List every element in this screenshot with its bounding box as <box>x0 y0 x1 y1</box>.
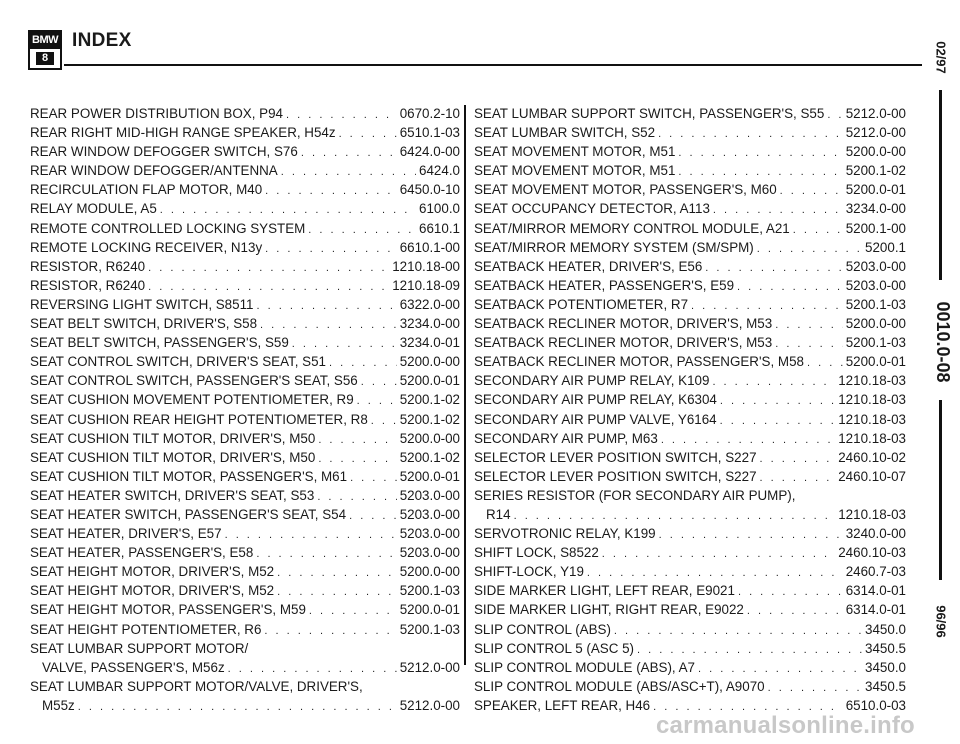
index-entry-page: 3450.5 <box>865 678 906 694</box>
index-entry-label: SEATBACK RECLINER MOTOR, DRIVER'S, M53 <box>474 316 773 332</box>
index-entry-page: 3450.0 <box>865 659 906 675</box>
index-entry-page: 1210.18-09 <box>392 277 460 293</box>
index-entry <box>30 562 460 581</box>
index-entry <box>30 371 460 390</box>
index-entry-page: 3450.0 <box>865 621 906 637</box>
index-entry-label: SEAT MOVEMENT MOTOR, M51 <box>474 144 676 160</box>
index-entry <box>30 696 460 715</box>
index-entry-page: 5203.0-00 <box>399 545 460 561</box>
index-entry-page: 5212.0-00 <box>845 106 906 121</box>
index-entry <box>474 199 906 218</box>
index-entry-page: 6610.1-00 <box>399 239 460 255</box>
index-entry <box>30 600 460 619</box>
index-list-right-continued <box>474 524 906 715</box>
index-entry-page: 5203.0-00 <box>399 487 460 503</box>
leader-dots <box>301 144 397 163</box>
index-entry-page: 3234.0-00 <box>845 201 906 217</box>
index-entry <box>30 390 460 409</box>
leader-dots <box>339 125 397 144</box>
index-entry <box>474 123 906 142</box>
leader-dots <box>265 240 397 259</box>
index-entry-label: SECONDARY AIR PUMP RELAY, K6304 <box>474 392 717 408</box>
index-entry <box>474 677 906 696</box>
index-entry-label: SELECTOR LEVER POSITION SWITCH, S227 <box>474 468 757 484</box>
index-entry-page: 5200.0-00 <box>845 316 906 332</box>
leader-dots <box>678 144 842 163</box>
index-entry <box>474 104 906 123</box>
index-entry <box>30 123 460 142</box>
index-entry-label: SEAT HEIGHT MOTOR, PASSENGER'S, M59 <box>30 602 306 618</box>
index-column-right <box>474 104 906 715</box>
index-entry-page: 5212.0-00 <box>399 697 460 713</box>
index-entry-page: 6322.0-00 <box>399 296 460 312</box>
index-entry-label: SHIFT-LOCK, Y19 <box>474 564 584 580</box>
index-entry-label: SEAT CONTROL SWITCH, DRIVER'S SEAT, S51 <box>30 354 326 370</box>
index-entry-page: 0670.2-10 <box>399 106 460 121</box>
leader-dots <box>659 526 843 545</box>
side-rule-lower <box>939 400 942 580</box>
index-entry-label: SEAT/MIRROR MEMORY SYSTEM (SM/SPM) <box>474 239 754 255</box>
leader-dots <box>264 622 396 641</box>
index-entry-label: M55z <box>42 697 75 713</box>
index-entry-label: SEAT CUSHION MOVEMENT POTENTIOMETER, R9 <box>30 392 354 408</box>
leader-dots <box>309 602 397 621</box>
leader-dots <box>775 316 842 335</box>
index-entry <box>474 390 906 409</box>
index-entry <box>30 180 460 199</box>
index-entry-label: REAR WINDOW DEFOGGER SWITCH, S76 <box>30 144 298 160</box>
index-entry-page: 5203.0-00 <box>845 258 906 274</box>
index-entry <box>30 410 460 429</box>
side-date-bottom-text: 96/96 <box>933 605 949 638</box>
index-entry-page: 2460.10-03 <box>838 545 906 561</box>
index-entry <box>474 238 906 257</box>
index-entry-page: 5200.1-02 <box>845 163 906 179</box>
index-entry-label: SEAT CUSHION TILT MOTOR, DRIVER'S, M50 <box>30 430 316 446</box>
index-entry-page: 2460.10-07 <box>838 468 906 484</box>
leader-dots <box>760 450 836 469</box>
index-entry-page: 5200.0-00 <box>845 144 906 160</box>
index-entry <box>474 562 906 581</box>
index-entry-page: 3240.0-00 <box>845 526 906 542</box>
index-entry <box>474 276 906 295</box>
side-section-code: 0010.0-08 <box>933 301 953 383</box>
index-entry <box>30 333 460 352</box>
index-entry-page: 6424.0-00 <box>399 144 460 160</box>
index-entry <box>474 257 906 276</box>
leader-dots <box>256 545 396 564</box>
index-entry-label: SLIP CONTROL MODULE (ABS), A7 <box>474 659 696 675</box>
index-entry <box>30 543 460 562</box>
index-entry-page: 1210.18-00 <box>392 258 460 274</box>
index-entry <box>30 314 460 333</box>
index-entry-label: SEAT MOVEMENT MOTOR, PASSENGER'S, M60 <box>474 182 777 198</box>
leader-dots <box>737 278 843 297</box>
index-entry-page: 5200.0-00 <box>399 564 460 580</box>
index-entry <box>474 639 906 658</box>
index-entry-label: REMOTE LOCKING RECEIVER, N13y <box>30 239 263 255</box>
index-entry-page: 5200.0-00 <box>399 354 460 370</box>
index-entry-label: REMOTE CONTROLLED LOCKING SYSTEM <box>30 220 306 236</box>
index-entry-page: 5203.0-00 <box>845 277 906 293</box>
leader-dots <box>720 392 835 411</box>
index-entry-page: 1210.18-03 <box>838 430 906 446</box>
index-list-left <box>30 104 460 639</box>
index-entry-label: SEATBACK RECLINER MOTOR, DRIVER'S, M53 <box>474 335 773 351</box>
index-entry-label: SPEAKER, LEFT REAR, H46 <box>474 697 651 713</box>
index-entry <box>30 219 460 238</box>
index-entry-page: 5200.0-00 <box>399 430 460 446</box>
index-entry-label: SEAT BELT SWITCH, PASSENGER'S, S59 <box>30 335 289 351</box>
leader-dots <box>780 182 843 201</box>
index-entry <box>30 142 460 161</box>
index-entry <box>474 467 906 486</box>
leader-dots <box>614 622 862 641</box>
index-entry-label: SEAT HEATER, PASSENGER'S, E58 <box>30 545 254 561</box>
index-entry-page: 6314.0-01 <box>845 583 906 599</box>
index-entry-label: SECONDARY AIR PUMP RELAY, K109 <box>474 373 710 389</box>
leader-dots <box>350 469 397 488</box>
index-entry-label: REVERSING LIGHT SWITCH, S8511 <box>30 296 254 312</box>
index-entry <box>474 505 906 524</box>
leader-dots <box>747 602 843 621</box>
index-entry-page: 1210.18-03 <box>838 506 906 522</box>
watermark: carmanualsonline.info <box>656 712 915 739</box>
index-entry-wrapped <box>30 639 460 677</box>
index-entry <box>30 199 460 218</box>
index-entry <box>474 600 906 619</box>
index-entry-page: 5203.0-00 <box>399 506 460 522</box>
index-entry <box>474 161 906 180</box>
index-entry-page: 5200.1-02 <box>399 449 460 465</box>
index-entry-page: 5200.1-00 <box>845 220 906 236</box>
index-entry-wrapped <box>474 486 906 524</box>
leader-dots <box>256 297 396 316</box>
index-entry-label: SEAT HEATER SWITCH, DRIVER'S SEAT, S53 <box>30 487 315 503</box>
index-entry <box>30 276 460 295</box>
index-entry-page: 5212.0-00 <box>399 659 460 675</box>
bmw-logo-mark-icon: 8 <box>36 52 54 65</box>
index-entry-page: 5200.1-03 <box>845 335 906 351</box>
index-entry-page: 6424.0 <box>419 163 460 179</box>
index-entry-label: SIDE MARKER LIGHT, RIGHT REAR, E9022 <box>474 602 744 618</box>
index-entry-label: SEAT LUMBAR SUPPORT SWITCH, PASSENGER'S, S55 <box>474 106 825 121</box>
index-entry-page: 5212.0-00 <box>845 125 906 141</box>
index-entry <box>474 543 906 562</box>
index-entry-label: SERVOTRONIC RELAY, K199 <box>474 526 656 542</box>
index-entry <box>474 658 906 677</box>
header-rule <box>64 64 922 66</box>
index-column-left <box>30 104 460 715</box>
index-entry-label: SEAT CUSHION REAR HEIGHT POTENTIOMETER, R8 <box>30 411 368 427</box>
leader-dots <box>318 431 396 450</box>
index-entry-page: 3234.0-00 <box>399 316 460 332</box>
index-entry <box>30 161 460 180</box>
index-entry-label: SEAT HEATER SWITCH, PASSENGER'S SEAT, S54 <box>30 506 347 522</box>
index-entry-label: REAR POWER DISTRIBUTION BOX, P94 <box>30 106 283 121</box>
index-entry <box>474 448 906 467</box>
index-entry <box>474 333 906 352</box>
index-entry-label: RESISTOR, R6240 <box>30 258 146 274</box>
index-entry-wrapped <box>30 677 460 715</box>
index-entry-label: SHIFT LOCK, S8522 <box>474 545 599 561</box>
index-entry <box>474 142 906 161</box>
index-entry <box>474 219 906 238</box>
index-entry-label: SEAT CUSHION TILT MOTOR, DRIVER'S, M50 <box>30 449 316 465</box>
index-entry-page: 5200.1 <box>865 239 906 255</box>
index-entry <box>474 581 906 600</box>
index-entry-page: 6510.1-03 <box>399 125 460 141</box>
index-entry-page: 5200.0-01 <box>845 182 906 198</box>
index-entry-label: SEAT HEIGHT MOTOR, DRIVER'S, M52 <box>30 583 275 599</box>
index-entry-label: RESISTOR, R6240 <box>30 277 146 293</box>
leader-dots <box>602 545 835 564</box>
leader-dots <box>712 373 835 392</box>
index-entry-page: 5200.0-01 <box>845 354 906 370</box>
index-entry <box>30 352 460 371</box>
index-entry-label: SLIP CONTROL MODULE (ABS/ASC+T), A9070 <box>474 678 765 694</box>
index-entry-page: 5200.1-02 <box>399 411 460 427</box>
leader-dots <box>720 412 836 431</box>
index-entry-page: 1210.18-03 <box>838 411 906 427</box>
index-entry-page: 2460.10-02 <box>838 449 906 465</box>
index-entry-label: SEAT HEIGHT MOTOR, DRIVER'S, M52 <box>30 564 275 580</box>
index-entry-page: 5200.0-01 <box>399 602 460 618</box>
leader-dots <box>793 221 843 240</box>
leader-dots <box>361 373 397 392</box>
leader-dots <box>148 259 389 278</box>
index-entry <box>474 295 906 314</box>
index-entry-label: SEAT CUSHION TILT MOTOR, PASSENGER'S, M61 <box>30 468 348 484</box>
index-entry <box>474 314 906 333</box>
index-entry-label: SEATBACK HEATER, PASSENGER'S, E59 <box>474 277 735 293</box>
leader-dots <box>658 125 843 144</box>
index-entry-page: 5200.1-03 <box>845 296 906 312</box>
index-entry-page: 6314.0-01 <box>845 602 906 618</box>
index-entry-page: 6100.0 <box>419 201 460 217</box>
index-entry-label: REAR RIGHT MID-HIGH RANGE SPEAKER, H54z <box>30 125 336 141</box>
index-entry <box>474 352 906 371</box>
bmw-logo-text: BMW <box>30 32 60 49</box>
index-entry <box>30 524 460 543</box>
index-entry-page: 6610.1 <box>419 220 460 236</box>
index-entry <box>30 295 460 314</box>
index-entry-page: 5200.1-03 <box>399 583 460 599</box>
index-entry-page: 3234.0-01 <box>399 335 460 351</box>
index-entry-page: 5200.1-03 <box>399 621 460 637</box>
index-entry-label: SEATBACK HEATER, DRIVER'S, E56 <box>474 258 703 274</box>
index-entry-label: SECONDARY AIR PUMP, M63 <box>474 430 658 446</box>
index-entry <box>30 238 460 257</box>
side-date-bottom <box>931 604 951 644</box>
index-entry-label: SEATBACK RECLINER MOTOR, PASSENGER'S, M58 <box>474 354 804 370</box>
index-entry-page: 2460.7-03 <box>845 564 906 580</box>
index-entry-label: R14 <box>486 506 511 522</box>
page-title: INDEX <box>72 30 132 51</box>
leader-dots <box>277 564 397 583</box>
leader-dots <box>281 163 416 182</box>
leader-dots <box>78 698 397 717</box>
index-entry <box>30 505 460 524</box>
index-entry <box>30 658 460 677</box>
index-entry-label: RELAY MODULE, A5 <box>30 201 157 217</box>
index-entry-label: SEAT LUMBAR SWITCH, S52 <box>474 125 656 141</box>
index-entry-label: SEAT OCCUPANCY DETECTOR, A113 <box>474 201 710 217</box>
index-entry <box>30 581 460 600</box>
index-entry <box>30 486 460 505</box>
index-entry-label: SEAT BELT SWITCH, DRIVER'S, S58 <box>30 316 258 332</box>
index-entry-page: 1210.18-03 <box>838 392 906 408</box>
leader-dots <box>827 106 842 125</box>
leader-dots <box>371 412 397 431</box>
bmw-logo <box>28 30 62 70</box>
index-entry <box>30 104 460 123</box>
index-entry <box>30 257 460 276</box>
index-entry <box>474 410 906 429</box>
side-date-top <box>931 40 951 80</box>
index-entry-label: SEAT HEIGHT POTENTIOMETER, R6 <box>30 621 262 637</box>
leader-dots <box>738 583 843 602</box>
index-entry <box>474 620 906 639</box>
index-entry-label: SEAT CONTROL SWITCH, PASSENGER'S SEAT, S56 <box>30 373 358 389</box>
index-entry-label: SEAT LUMBAR SUPPORT MOTOR/ <box>30 640 249 656</box>
index-entry-label: SIDE MARKER LIGHT, LEFT REAR, E9021 <box>474 583 735 599</box>
index-entry-page: 3450.5 <box>865 640 906 656</box>
index-entry <box>474 371 906 390</box>
index-entry <box>30 620 460 639</box>
index-entry <box>30 429 460 448</box>
index-entry-label: SEAT HEATER, DRIVER'S, E57 <box>30 526 222 542</box>
index-entry-label: SEAT/MIRROR MEMORY CONTROL MODULE, A21 <box>474 220 790 236</box>
leader-dots <box>349 507 397 526</box>
index-entry-label: SELECTOR LEVER POSITION SWITCH, S227 <box>474 449 757 465</box>
index-entry-label: SLIP CONTROL 5 (ASC 5) <box>474 640 634 656</box>
index-entry-label: RECIRCULATION FLAP MOTOR, M40 <box>30 182 263 198</box>
column-divider <box>464 105 466 665</box>
index-list-right <box>474 104 906 486</box>
leader-dots <box>265 182 397 201</box>
index-entry-page: 5200.0-01 <box>399 468 460 484</box>
index-entry <box>474 180 906 199</box>
index-entry-page: 5200.0-01 <box>399 373 460 389</box>
index-entry-label: SEATBACK POTENTIOMETER, R7 <box>474 296 689 312</box>
index-entry <box>30 467 460 486</box>
leader-dots <box>228 660 397 679</box>
index-entry-label: SECONDARY AIR PUMP VALVE, Y6164 <box>474 411 717 427</box>
index-entry <box>474 524 906 543</box>
index-entry-page: 6450.0-10 <box>399 182 460 198</box>
index-entry-label: VALVE, PASSENGER'S, M56z <box>42 659 225 675</box>
index-entry-page: 5200.1-02 <box>399 392 460 408</box>
side-date-top-text: 02/97 <box>933 41 949 74</box>
index-entry-label: SEAT MOVEMENT MOTOR, M51 <box>474 163 676 179</box>
side-rule-upper <box>939 90 942 280</box>
index-entry-label: REAR WINDOW DEFOGGER/ANTENNA <box>30 163 278 179</box>
index-entry-label: SERIES RESISTOR (FOR SECONDARY AIR PUMP), <box>474 487 796 503</box>
index-entry <box>474 429 906 448</box>
index-entry-label: SLIP CONTROL (ABS) <box>474 621 611 637</box>
index-entry-label: SEAT LUMBAR SUPPORT MOTOR/VALVE, DRIVER'S, <box>30 678 363 694</box>
index-entry-page: 5203.0-00 <box>399 526 460 542</box>
index-entry-page: 6510.0-03 <box>845 697 906 713</box>
index-entry <box>30 448 460 467</box>
index-entry-page: 1210.18-03 <box>838 373 906 389</box>
